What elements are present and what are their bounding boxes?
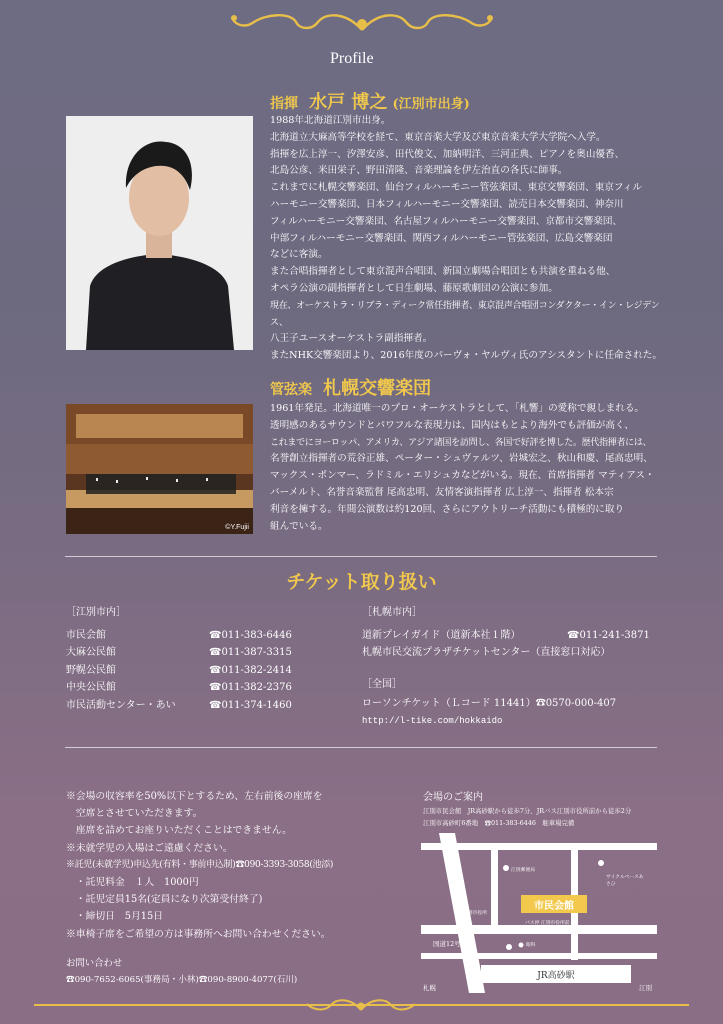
tickets-ebetsu	[66, 604, 326, 715]
bio-line: これまでにヨーロッパ、アメリカ、アジア諸国を訪問し、各国で好評を博した。歴代指揮者には、	[270, 437, 652, 448]
note-line: 空席とさせていただきます。	[66, 808, 203, 820]
bio-line: 利音を擁する。年間公演数は約120回、さらにアウトリーチ活動にも積極的に取り	[270, 503, 625, 515]
map-ebetsu-label: 江別	[639, 984, 652, 992]
note-line: ・託児定員15名(定員になり次第受付終了)	[66, 894, 263, 906]
tickets-sapporo	[362, 604, 662, 731]
map-label-eye: 眼科	[526, 943, 536, 948]
bottom-ornament-icon	[301, 996, 421, 1016]
conductor-photo	[66, 116, 253, 350]
note-line: 座席を詰めてお座りいただくことはできません。	[66, 825, 292, 837]
conductor-heading	[270, 88, 470, 114]
ebetsu-label: ［江別市内］	[66, 607, 126, 618]
bio-line: 1961年発足。北海道唯一のプロ・オーケストラとして、「札響」の愛称で親しまれる。	[270, 403, 645, 414]
orchestra-photo	[66, 404, 253, 534]
orchestra-name: 札幌交響楽団	[323, 378, 432, 399]
photo-credit: ©Y.Fujii	[225, 524, 249, 531]
orchestra-heading	[270, 374, 431, 400]
lawson-link[interactable]: http://l-tike.com/hokkaido	[362, 715, 503, 726]
map-station-label: JR高砂駅	[537, 971, 575, 981]
page-title: Profile	[330, 50, 374, 67]
bio-line: 現在、オーケストラ・リブラ・ディーク常任指揮者、東京混声合唱団コンダクター・イン・レジデンス、	[270, 300, 660, 328]
list-item: 道新プレイガイド（道新本社１階） ☎011-241-3871	[362, 629, 650, 641]
bio-line: 名誉創立指揮者の荒谷正雄、ペーター・シュヴァルツ、岩城宏之、秋山和慶、尾高忠明、	[270, 453, 653, 465]
bio-line: フィルハーモニー交響楽団、名古屋フィルハーモニー交響楽団、京都市交響楽団、	[270, 215, 623, 227]
conductor-role: 指揮	[270, 96, 298, 112]
bio-line: などに客演。	[270, 249, 328, 261]
map-label-post: 江別郵便局	[511, 868, 535, 873]
list-item: 野幌公民館 ☎011-382-2414	[66, 664, 292, 676]
bio-line: 指揮を広上淳一、汐澤安彦、田代俊文、加納明洋、三河正典、ピアノを奥山優香、	[270, 148, 625, 160]
sapporo-label: ［札幌市内］	[362, 607, 422, 618]
bio-line: 北島公彦、米田栄子、野田清隆、音楽理論を伊左治直の各氏に師事。	[270, 165, 568, 177]
conductor-origin: (江別市出身)	[392, 97, 470, 112]
venue-line: 江別市民会館 JR高砂駅から徒歩7分、JRバス江別市役所前から徒歩2分	[423, 807, 632, 815]
map-road-label: 国道12号線	[433, 940, 468, 948]
bio-line: 1988年北海道江別市出身。	[270, 115, 391, 126]
map-label-cycling: サイクルベースあさひ	[606, 875, 644, 887]
map-sapporo-label: 札幌	[423, 984, 436, 992]
map-label-bus: バス停 江別市役所前	[525, 921, 570, 926]
list-item: ローソンチケット（Ｌコード 11441）☎0570-000-407	[362, 698, 617, 710]
venue-title: 会場のご案内	[423, 792, 483, 803]
bio-line: これまでに札幌交響楽団、仙台フィルハーモニー管弦楽団、東京交響楽団、東京フィル	[270, 182, 642, 194]
note-line: ・託児料金 １人 1000円	[66, 877, 199, 889]
map-label-city: 江別市役所	[463, 911, 487, 916]
orchestra-bio	[270, 401, 670, 535]
venue-map	[421, 833, 657, 993]
map-hall-label: 市民会館	[534, 901, 574, 912]
bio-line: ハーモニー交響楽団、日本フィルハーモニー交響楽団、読売日本交響楽団、神奈川	[270, 198, 624, 210]
bio-line: 北海道立大麻高等学校を経て、東京音楽大学及び東京音楽大学大学院へ入学。	[270, 131, 606, 143]
note-line: ・締切日 5月15日	[66, 911, 164, 923]
bio-line: 透明感のあるサウンドとパワフルな表現力は、国内はもとより海外でも評価が高く、	[270, 419, 634, 431]
bio-line: 中部フィルハーモニー交響楽団、関西フィルハーモニー管弦楽団、広島交響楽団	[270, 232, 613, 244]
bio-line: またNHK交響楽団より、2016年度のパーヴォ・ヤルヴィ氏のアシスタントに任命された。	[270, 350, 662, 362]
bio-line: 八王子ユースオーケストラ副指揮者。	[270, 333, 433, 345]
contact-title: お問い合わせ	[66, 958, 123, 969]
note-line: ※車椅子席をご希望の方は事務所へお問い合わせください。	[66, 928, 331, 940]
contact	[66, 956, 366, 988]
note-line: ※未就学児の入場はご遠慮ください。	[66, 842, 233, 854]
list-item: 札幌市民交流プラザチケットセンター（直接窓口対応）	[362, 647, 611, 659]
orchestra-role: 管弦楽	[270, 382, 312, 398]
divider	[65, 556, 657, 557]
tickets-title: チケット取り扱い	[286, 571, 437, 593]
list-item: 市民活動センター・あい ☎011-374-1460	[66, 699, 292, 711]
bio-line: マックス・ポンマー、ラドミル・エリシュカなどがいる。現在、首席指揮者 マティアス・	[270, 470, 655, 482]
note-line: ※会場の収容率を50%以下とするため、左右前後の座席を	[66, 791, 323, 802]
bio-line: また合唱指揮者として東京混声合唱団、新国立劇場合唱団とも共演を重ねる他、	[270, 266, 616, 278]
venue-line: 江別市高砂町6番地 ☎011-383-6446 駐車場完備	[423, 819, 575, 827]
conductor-bio	[270, 113, 670, 365]
bio-line: 組んでいる。	[270, 520, 328, 532]
notes	[66, 788, 416, 943]
list-item: 大麻公民館 ☎011-387-3315	[66, 647, 292, 659]
divider	[65, 747, 657, 748]
contact-line: ☎090-7652-6065(事務局・小林)☎090-8900-4077(石川)	[66, 975, 298, 985]
list-item: 中央公民館 ☎011-382-2376	[66, 682, 292, 694]
national-label: ［全国］	[362, 678, 402, 690]
list-item: 市民会館 ☎011-383-6446	[66, 629, 292, 641]
bio-line: オペラ公演の副指揮者として日生劇場、藤原歌劇団の公演に参加。	[270, 282, 558, 294]
conductor-name: 水戸 博之	[309, 92, 388, 113]
note-line: ※託児(未就学児)申込先(有料・事前申込制)☎090-3393-3058(池添)	[66, 859, 334, 870]
top-ornament-icon	[226, 8, 498, 38]
bio-line: バーメルト、名誉音楽監督 尾高忠明、友情客演指揮者 広上淳一、指揮者 松本宗	[270, 486, 614, 498]
